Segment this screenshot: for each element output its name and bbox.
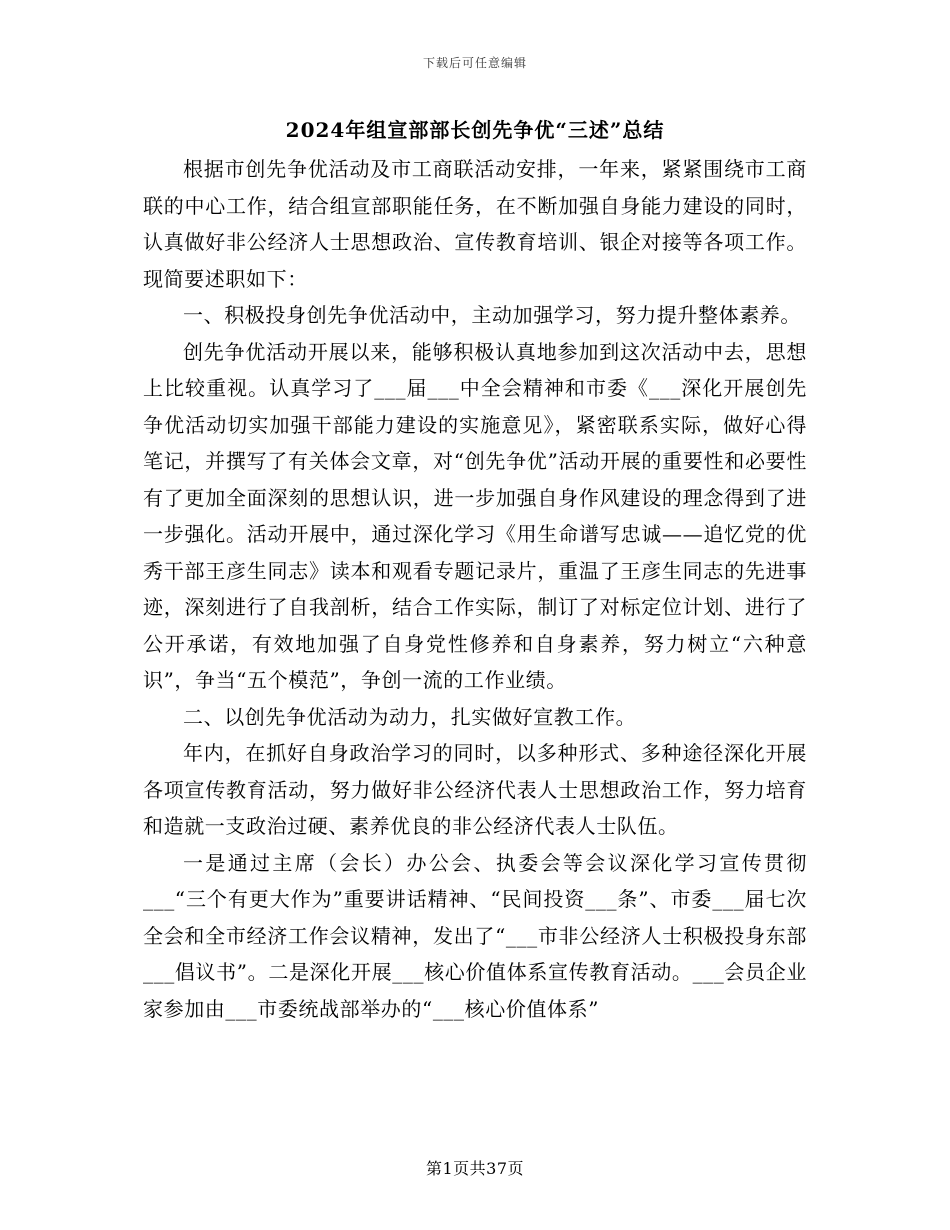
paragraph-section-2-heading: 二、以创先争优活动为动力，扎实做好宣教工作。 xyxy=(183,704,637,729)
paragraph-intro: 根据市创先争优活动及市工商联活动安排，一年来，紧紧围绕市工商联的中心工作，结合组宣部职能任务，在不断加强自身能力建设的同时，认真做好非公经济人士思想政治、宣传教育培训、银企对接等各项工作。现简要述职如下： xyxy=(143,157,807,291)
paragraph-section-1-body: 创先争优活动开展以来，能够积极认真地参加到这次活动中去，思想上比较重视。认真学习了___届___中全会精神和市委《___深化开展创先争优活动切实加强干部能力建设的实施意见》，紧密联系实际，做好心得笔记，并撰写了有关体会文章，对“创先争优”活动开展的重要性和必要性有了更加全面深刻的思想认识，进一步加强自身作风建设的理念得到了进一步强化。活动开展中，通过深化学习《用生命谱写忠诚——追忆党的优秀干部王彦生同志》读本和观看专题记录片，重温了王彦生同志的先进事迹，深刻进行了自我剖析，结合工作实际，制订了对标定位计划、进行了公开承诺，有效地加强了自身党性修养和自身素养，努力树立“六种意识”，争当“五个模范”，争创一流的工作业绩。 xyxy=(143,339,807,692)
paragraph-section-2-items: 一是通过主席（会长）办公会、执委会等会议深化学习宣传贯彻___“三个有更大作为”重要讲话精神、“民间投资___条”、市委___届七次全会和全市经济工作会议精神，发出了“___市非公经济人士积极投身东部___倡议书”。二是深化开展___核心价值体系宣传教育活动。___会员企业家参加由___市委统战部举办的“___核心价值体系” xyxy=(143,850,807,1021)
paragraph-section-1-heading: 一、积极投身创先争优活动中，主动加强学习，努力提升整体素养。 xyxy=(183,303,801,327)
page-number: 第1页共37页 xyxy=(425,1159,525,1178)
document-title: 2024年组宣部部长创先争优“三述”总结 xyxy=(285,118,665,142)
header-note: 下载后可任意编辑 xyxy=(422,56,527,70)
paragraph-section-2-body: 年内，在抓好自身政治学习的同时，以多种形式、多种途径深化开展各项宣传教育活动，努力做好非公经济代表人士思想政治工作，努力培育和造就一支政治过硬、素养优良的非公经济代表人士队伍。 xyxy=(143,741,807,838)
document-body xyxy=(143,151,807,1027)
